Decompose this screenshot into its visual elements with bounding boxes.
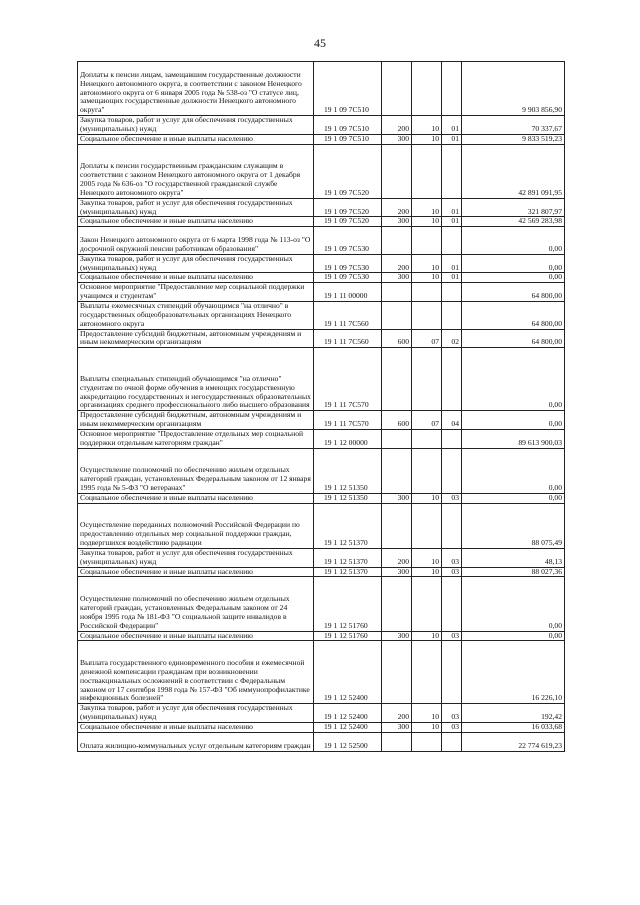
cell-subsection: 01	[442, 254, 462, 273]
cell-target-code: 19 1 09 7С520	[314, 198, 382, 217]
table-row	[78, 348, 565, 411]
budget-table	[77, 61, 565, 752]
cell-subsection: 03	[442, 493, 462, 503]
cell-target-code: 19 1 12 51350	[314, 448, 382, 493]
table-body	[78, 62, 565, 752]
cell-amount: 42 891 091,95	[462, 144, 565, 198]
cell-target-code: 19 1 09 7С510	[314, 62, 382, 116]
cell-amount: 321 807,97	[462, 198, 565, 217]
cell-subsection: 01	[442, 134, 462, 144]
table-row	[78, 134, 565, 144]
cell-amount: 0,00	[462, 493, 565, 503]
cell-subsection	[442, 503, 462, 548]
cell-expense-type: 300	[382, 723, 412, 733]
cell-section: 10	[412, 631, 442, 641]
cell-target-code: 19 1 12 51760	[314, 631, 382, 641]
cell-section: 10	[412, 567, 442, 577]
cell-name: Социальное обеспечение и иные выплаты населению	[78, 493, 314, 503]
cell-expense-type	[382, 144, 412, 198]
cell-section: 10	[412, 704, 442, 723]
table-row	[78, 723, 565, 733]
cell-amount: 70 337,67	[462, 116, 565, 135]
cell-section: 10	[412, 134, 442, 144]
cell-target-code: 19 1 12 51370	[314, 503, 382, 548]
cell-subsection: 04	[442, 411, 462, 430]
cell-section	[412, 429, 442, 448]
cell-section	[412, 732, 442, 751]
cell-subsection: 03	[442, 548, 462, 567]
cell-expense-type: 300	[382, 217, 412, 227]
cell-amount: 0,00	[462, 348, 565, 411]
cell-target-code: 19 1 12 51760	[314, 577, 382, 631]
cell-name: Осуществление полномочий по обеспечению жильем отдельных категорий граждан, установленных Федеральным законом от 24 ноября 1995 года № 181-ФЗ "О социальной защите инвалидов в Российской Федерации"	[78, 577, 314, 631]
cell-expense-type: 300	[382, 493, 412, 503]
cell-section	[412, 503, 442, 548]
cell-name: Предоставление субсидий бюджетным, автономным учреждениям и иным некоммерческим организациям	[78, 411, 314, 430]
cell-section: 10	[412, 273, 442, 283]
cell-target-code: 19 1 09 7С530	[314, 227, 382, 255]
table-row	[78, 641, 565, 704]
cell-section	[412, 302, 442, 330]
cell-subsection: 01	[442, 116, 462, 135]
cell-section: 10	[412, 217, 442, 227]
cell-section	[412, 144, 442, 198]
table-row	[78, 411, 565, 430]
cell-section	[412, 62, 442, 116]
cell-amount: 0,00	[462, 227, 565, 255]
cell-subsection: 03	[442, 631, 462, 641]
cell-section: 07	[412, 329, 442, 348]
cell-target-code: 19 1 12 52400	[314, 704, 382, 723]
cell-section	[412, 227, 442, 255]
cell-section: 10	[412, 116, 442, 135]
cell-amount: 0,00	[462, 577, 565, 631]
cell-expense-type	[382, 302, 412, 330]
cell-name: Доплаты к пенсии государственным гражданским служащим в соответствии с законом Ненецкого автономного округа от 1 декабря 2005 года № 636-оз "О государственной гражданской службе Ненецкого автономного округа"	[78, 144, 314, 198]
cell-expense-type	[382, 732, 412, 751]
cell-subsection	[442, 641, 462, 704]
cell-name: Социальное обеспечение и иные выплаты населению	[78, 723, 314, 733]
cell-expense-type	[382, 283, 412, 302]
cell-target-code: 19 1 12 51370	[314, 548, 382, 567]
cell-amount: 0,00	[462, 411, 565, 430]
cell-expense-type: 300	[382, 273, 412, 283]
cell-target-code: 19 1 11 00000	[314, 283, 382, 302]
table-row	[78, 302, 565, 330]
cell-expense-type	[382, 448, 412, 493]
cell-expense-type: 300	[382, 631, 412, 641]
cell-expense-type	[382, 503, 412, 548]
cell-expense-type: 200	[382, 198, 412, 217]
cell-name: Закупка товаров, работ и услуг для обеспечения государственных (муниципальных) нужд	[78, 116, 314, 135]
cell-target-code: 19 1 11 7С570	[314, 348, 382, 411]
cell-name: Социальное обеспечение и иные выплаты населению	[78, 631, 314, 641]
cell-subsection	[442, 302, 462, 330]
cell-amount: 64 800,00	[462, 329, 565, 348]
cell-name: Закон Ненецкого автономного округа от 6 марта 1998 года № 113-оз "О досрочной окружной пенсии работникам образования"	[78, 227, 314, 255]
cell-target-code: 19 1 11 7С560	[314, 329, 382, 348]
cell-expense-type: 600	[382, 411, 412, 430]
cell-amount: 88 075,49	[462, 503, 565, 548]
cell-target-code: 19 1 11 7С570	[314, 411, 382, 430]
cell-amount: 64 800,00	[462, 302, 565, 330]
cell-target-code: 19 1 12 52400	[314, 723, 382, 733]
cell-subsection	[442, 62, 462, 116]
cell-amount: 9 903 856,90	[462, 62, 565, 116]
cell-subsection	[442, 577, 462, 631]
cell-subsection: 03	[442, 567, 462, 577]
cell-name: Основное мероприятие "Предоставление мер социальной поддержки учащимся и студентам"	[78, 283, 314, 302]
cell-amount: 192,42	[462, 704, 565, 723]
cell-expense-type	[382, 348, 412, 411]
cell-expense-type	[382, 641, 412, 704]
cell-amount: 22 774 619,23	[462, 732, 565, 751]
cell-amount: 16 226,10	[462, 641, 565, 704]
cell-subsection: 03	[442, 723, 462, 733]
cell-name: Оплата жилищно-коммунальных услуг отдельным категориям граждан	[78, 732, 314, 751]
cell-amount: 89 613 900,03	[462, 429, 565, 448]
cell-subsection	[442, 429, 462, 448]
table-row	[78, 631, 565, 641]
cell-target-code: 19 1 09 7С520	[314, 144, 382, 198]
cell-amount: 88 027,36	[462, 567, 565, 577]
cell-target-code: 19 1 12 51370	[314, 567, 382, 577]
cell-name: Социальное обеспечение и иные выплаты населению	[78, 217, 314, 227]
cell-section: 10	[412, 198, 442, 217]
cell-target-code: 19 1 09 7С520	[314, 217, 382, 227]
cell-name: Социальное обеспечение и иные выплаты населению	[78, 273, 314, 283]
cell-amount: 64 800,00	[462, 283, 565, 302]
cell-name: Социальное обеспечение и иные выплаты населению	[78, 567, 314, 577]
table-row	[78, 273, 565, 283]
cell-section	[412, 348, 442, 411]
cell-name: Выплаты ежемесячных стипендий обучающимся "на отлично" в государственных общеобразовательных организациях Ненецкого автономного округа	[78, 302, 314, 330]
cell-name: Осуществление полномочий по обеспечению жильем отдельных категорий граждан, установленных Федеральным законом от 12 января 1995 года № 5-ФЗ "О ветеранах"	[78, 448, 314, 493]
table-row	[78, 329, 565, 348]
cell-name: Выплата государственного единовременного пособия и ежемесячной денежной компенсации гражданам при возникновении поствакцинальных осложнений в соответствии с Федеральным законом от 17 сентября 1998 года № 157-ФЗ "Об иммунопрофилактике инфекционных болезней"	[78, 641, 314, 704]
cell-subsection	[442, 732, 462, 751]
cell-name: Выплаты специальных стипендий обучающимся "на отлично" студентам по очной форме обучения в имеющих государственную аккредитацию государственных и негосударственных образовательных организациях среднего профессионального либо высшего образования	[78, 348, 314, 411]
cell-subsection: 01	[442, 217, 462, 227]
cell-amount: 0,00	[462, 254, 565, 273]
cell-name: Закупка товаров, работ и услуг для обеспечения государственных (муниципальных) нужд	[78, 254, 314, 273]
table-row	[78, 577, 565, 631]
cell-subsection	[442, 283, 462, 302]
cell-subsection	[442, 348, 462, 411]
cell-expense-type	[382, 577, 412, 631]
cell-amount: 0,00	[462, 631, 565, 641]
cell-expense-type: 200	[382, 704, 412, 723]
cell-subsection: 03	[442, 704, 462, 723]
cell-section: 10	[412, 723, 442, 733]
cell-section: 07	[412, 411, 442, 430]
table-row	[78, 548, 565, 567]
page-number: 45	[314, 36, 326, 50]
table-row	[78, 62, 565, 116]
cell-subsection: 01	[442, 198, 462, 217]
cell-amount: 42 569 283,98	[462, 217, 565, 227]
cell-expense-type	[382, 62, 412, 116]
table-row	[78, 254, 565, 273]
cell-target-code: 19 1 09 7С510	[314, 116, 382, 135]
cell-target-code: 19 1 09 7С510	[314, 134, 382, 144]
cell-target-code: 19 1 12 52500	[314, 732, 382, 751]
cell-section	[412, 283, 442, 302]
table-row	[78, 567, 565, 577]
table-row	[78, 448, 565, 493]
cell-subsection: 02	[442, 329, 462, 348]
cell-name: Закупка товаров, работ и услуг для обеспечения государственных (муниципальных) нужд	[78, 704, 314, 723]
cell-expense-type: 200	[382, 254, 412, 273]
cell-target-code: 19 1 12 52400	[314, 641, 382, 704]
cell-expense-type: 300	[382, 567, 412, 577]
cell-amount: 0,00	[462, 273, 565, 283]
cell-subsection	[442, 448, 462, 493]
cell-target-code: 19 1 11 7С560	[314, 302, 382, 330]
cell-expense-type: 600	[382, 329, 412, 348]
cell-amount: 9 833 519,23	[462, 134, 565, 144]
table-row	[78, 283, 565, 302]
cell-section: 10	[412, 254, 442, 273]
cell-expense-type: 200	[382, 116, 412, 135]
table-row	[78, 704, 565, 723]
table-row	[78, 503, 565, 548]
cell-name: Доплаты к пенсии лицам, замещавшим государственные должности Ненецкого автономного округа, в соответствии с законом Ненецкого автономного округа от 6 января 2005 года № 538-оз "О статусе лиц, замещающих государственные должности Ненецкого автономного округа"	[78, 62, 314, 116]
table-row	[78, 732, 565, 751]
table-row	[78, 217, 565, 227]
cell-section	[412, 641, 442, 704]
cell-amount: 48,13	[462, 548, 565, 567]
cell-expense-type: 300	[382, 134, 412, 144]
cell-subsection: 01	[442, 273, 462, 283]
cell-name: Закупка товаров, работ и услуг для обеспечения государственных (муниципальных) нужд	[78, 198, 314, 217]
cell-section: 10	[412, 548, 442, 567]
cell-amount: 16 033,68	[462, 723, 565, 733]
cell-expense-type: 200	[382, 548, 412, 567]
cell-name: Социальное обеспечение и иные выплаты населению	[78, 134, 314, 144]
cell-subsection	[442, 144, 462, 198]
table-row	[78, 198, 565, 217]
cell-name: Предоставление субсидий бюджетным, автономным учреждениям и иным некоммерческим организациям	[78, 329, 314, 348]
cell-target-code: 19 1 09 7С530	[314, 254, 382, 273]
table-row	[78, 227, 565, 255]
cell-target-code: 19 1 12 00000	[314, 429, 382, 448]
cell-section	[412, 577, 442, 631]
cell-expense-type	[382, 227, 412, 255]
table-row	[78, 429, 565, 448]
cell-target-code: 19 1 09 7С530	[314, 273, 382, 283]
table-row	[78, 493, 565, 503]
cell-name: Закупка товаров, работ и услуг для обеспечения государственных (муниципальных) нужд	[78, 548, 314, 567]
table-row	[78, 144, 565, 198]
cell-expense-type	[382, 429, 412, 448]
cell-name: Осуществление переданных полномочий Российской Федерации по предоставлению отдельных мер социальной поддержки граждан, подвергшихся воздействию радиации	[78, 503, 314, 548]
cell-section	[412, 448, 442, 493]
cell-name: Основное мероприятие "Предоставление отдельных мер социальной поддержки отдельным категориям граждан"	[78, 429, 314, 448]
cell-subsection	[442, 227, 462, 255]
cell-amount: 0,00	[462, 448, 565, 493]
cell-target-code: 19 1 12 51350	[314, 493, 382, 503]
table-row	[78, 116, 565, 135]
cell-section: 10	[412, 493, 442, 503]
